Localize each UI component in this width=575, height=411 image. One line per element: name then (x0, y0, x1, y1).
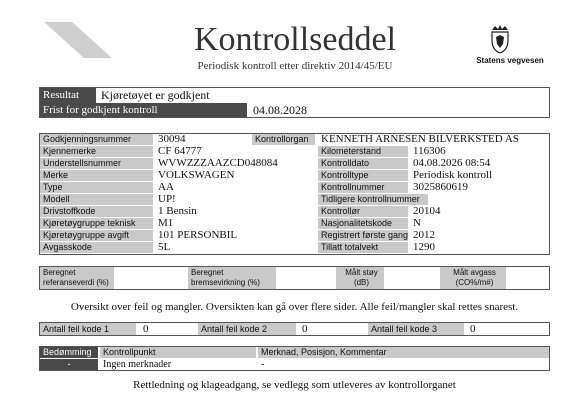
label-avgasskode: Avgasskode (40, 242, 153, 253)
value-kjoretoygruppe-teknisk: M1 (158, 218, 174, 229)
result-value: Kjøretøyet er godkjent (101, 88, 210, 102)
value-kontrollnummer: 3025860619 (413, 182, 468, 193)
label-kilometerstand: Kilometerstand (318, 146, 408, 157)
overview-text: Oversikt over feil og mangler. Oversikten kan gå over flere sider. Alle feil/mangler skal rettes snarest. (70, 301, 519, 313)
label-godkjenningsnummer: Godkjenningsnummer (40, 134, 153, 145)
value-kontrollorgan: KENNETH ARNESEN BILVERKSTED AS (321, 134, 519, 145)
value-tillatt-totalvekt: 1290 (413, 242, 435, 253)
crown-lion-icon (488, 24, 512, 54)
cell-bedomming: - (67, 359, 71, 369)
value-modell: UP! (158, 194, 176, 205)
cell-kontrollpunkt: Ingen merknader (103, 359, 172, 370)
agency-name: Statens vegvesen (476, 56, 544, 65)
corner-stripe (0, 0, 120, 70)
label-nasjonalitetskode: Nasjonalitetskode (318, 218, 408, 229)
label-kontrolldato: Kontrolldato (318, 158, 408, 169)
label-drivstoffkode: Drivstoffkode (40, 206, 153, 217)
value-understellsnummer: WVWZZZAAZCD048084 (158, 158, 278, 169)
label-kontrollorgan: Kontrollorgan (252, 134, 315, 145)
value-tidligere-kontrollnummer (430, 194, 548, 205)
header-kontrollpunkt: Kontrollpunkt (100, 347, 256, 358)
label-type: Type (40, 182, 153, 193)
header-merknad: Merknad, Posisjon, Kommentar (258, 347, 549, 358)
value-antall-feil-kode-1: 0 (143, 323, 149, 335)
label-kjoretoygruppe-teknisk: Kjøretøygruppe teknisk (40, 218, 153, 229)
value-avgasskode: 5L (158, 242, 171, 253)
value-nasjonalitetskode: N (413, 218, 421, 229)
label-malt-stoy: Målt støy (dB) (336, 267, 384, 289)
agency-logo (468, 24, 552, 70)
label-registrert-forste-gang: Registrert første gang (318, 230, 408, 241)
label-kjoretoygruppe-avgift: Kjøretøygruppe avgift (40, 230, 153, 241)
page-title: Kontrollseddel (193, 21, 397, 58)
value-beregnet-referanseverdi (116, 267, 186, 289)
result-label: Resultat (40, 88, 96, 103)
deadline-value: 04.08.2028 (253, 103, 307, 117)
label-kjennemerke: Kjennemerke (40, 146, 153, 157)
value-kjennemerke: CF 64777 (158, 146, 202, 157)
footer-text: Rettledning og klageadgang, se vedlegg som utleveres av kontrollorganet (133, 379, 456, 391)
value-kontrolldato: 04.08.2026 08:54 (413, 158, 491, 169)
label-tillatt-totalvekt: Tillatt totalvekt (318, 242, 408, 253)
label-antall-feil-kode-3: Antall feil kode 3 (368, 323, 464, 335)
label-beregnet-bremsevirkning: Beregnet bremsevirkning (%) (188, 267, 276, 289)
label-malt-avgass: Målt avgass (CO%/m#) (440, 267, 506, 289)
value-kontrolltype: Periodisk kontroll (413, 170, 493, 181)
value-malt-avgass (508, 267, 548, 289)
value-kontrollor: 20104 (413, 206, 441, 217)
value-merke: VOLKSWAGEN (158, 170, 235, 181)
label-kontrollor: Kontrollør (318, 206, 408, 217)
label-tidligere-kontrollnummer: Tidligere kontrollnummer (318, 194, 428, 205)
value-malt-stoy (386, 267, 438, 289)
value-beregnet-bremsevirkning (278, 267, 333, 289)
page-subtitle: Periodisk kontroll etter direktiv 2014/45/EU (197, 60, 393, 72)
header-bedomming: Bedømming (40, 347, 98, 358)
label-kontrolltype: Kontrolltype (318, 170, 408, 181)
label-antall-feil-kode-2: Antall feil kode 2 (198, 323, 296, 335)
value-antall-feil-kode-3: 0 (470, 323, 476, 335)
value-antall-feil-kode-2: 0 (302, 323, 308, 335)
value-registrert-forste-gang: 2012 (413, 230, 435, 241)
label-antall-feil-kode-1: Antall feil kode 1 (40, 323, 136, 335)
table-row-bedomming (40, 359, 98, 370)
deadline-label: Frist for godkjent kontroll (40, 103, 247, 117)
label-beregnet-referanseverdi: Beregnet referanseverdi (%) (40, 267, 114, 289)
value-kilometerstand: 116306 (413, 146, 446, 157)
label-kontrollnummer: Kontrollnummer (318, 182, 408, 193)
value-kjoretoygruppe-avgift: 101 PERSONBIL (158, 230, 238, 241)
label-modell: Modell (40, 194, 153, 205)
label-merke: Merke (40, 170, 153, 181)
label-understellsnummer: Understellsnummer (40, 158, 153, 169)
value-type: AA (158, 182, 174, 193)
cell-merknad: - (261, 359, 265, 370)
value-godkjenningsnummer: 30094 (158, 134, 186, 145)
value-drivstoffkode: 1 Bensin (158, 206, 197, 217)
